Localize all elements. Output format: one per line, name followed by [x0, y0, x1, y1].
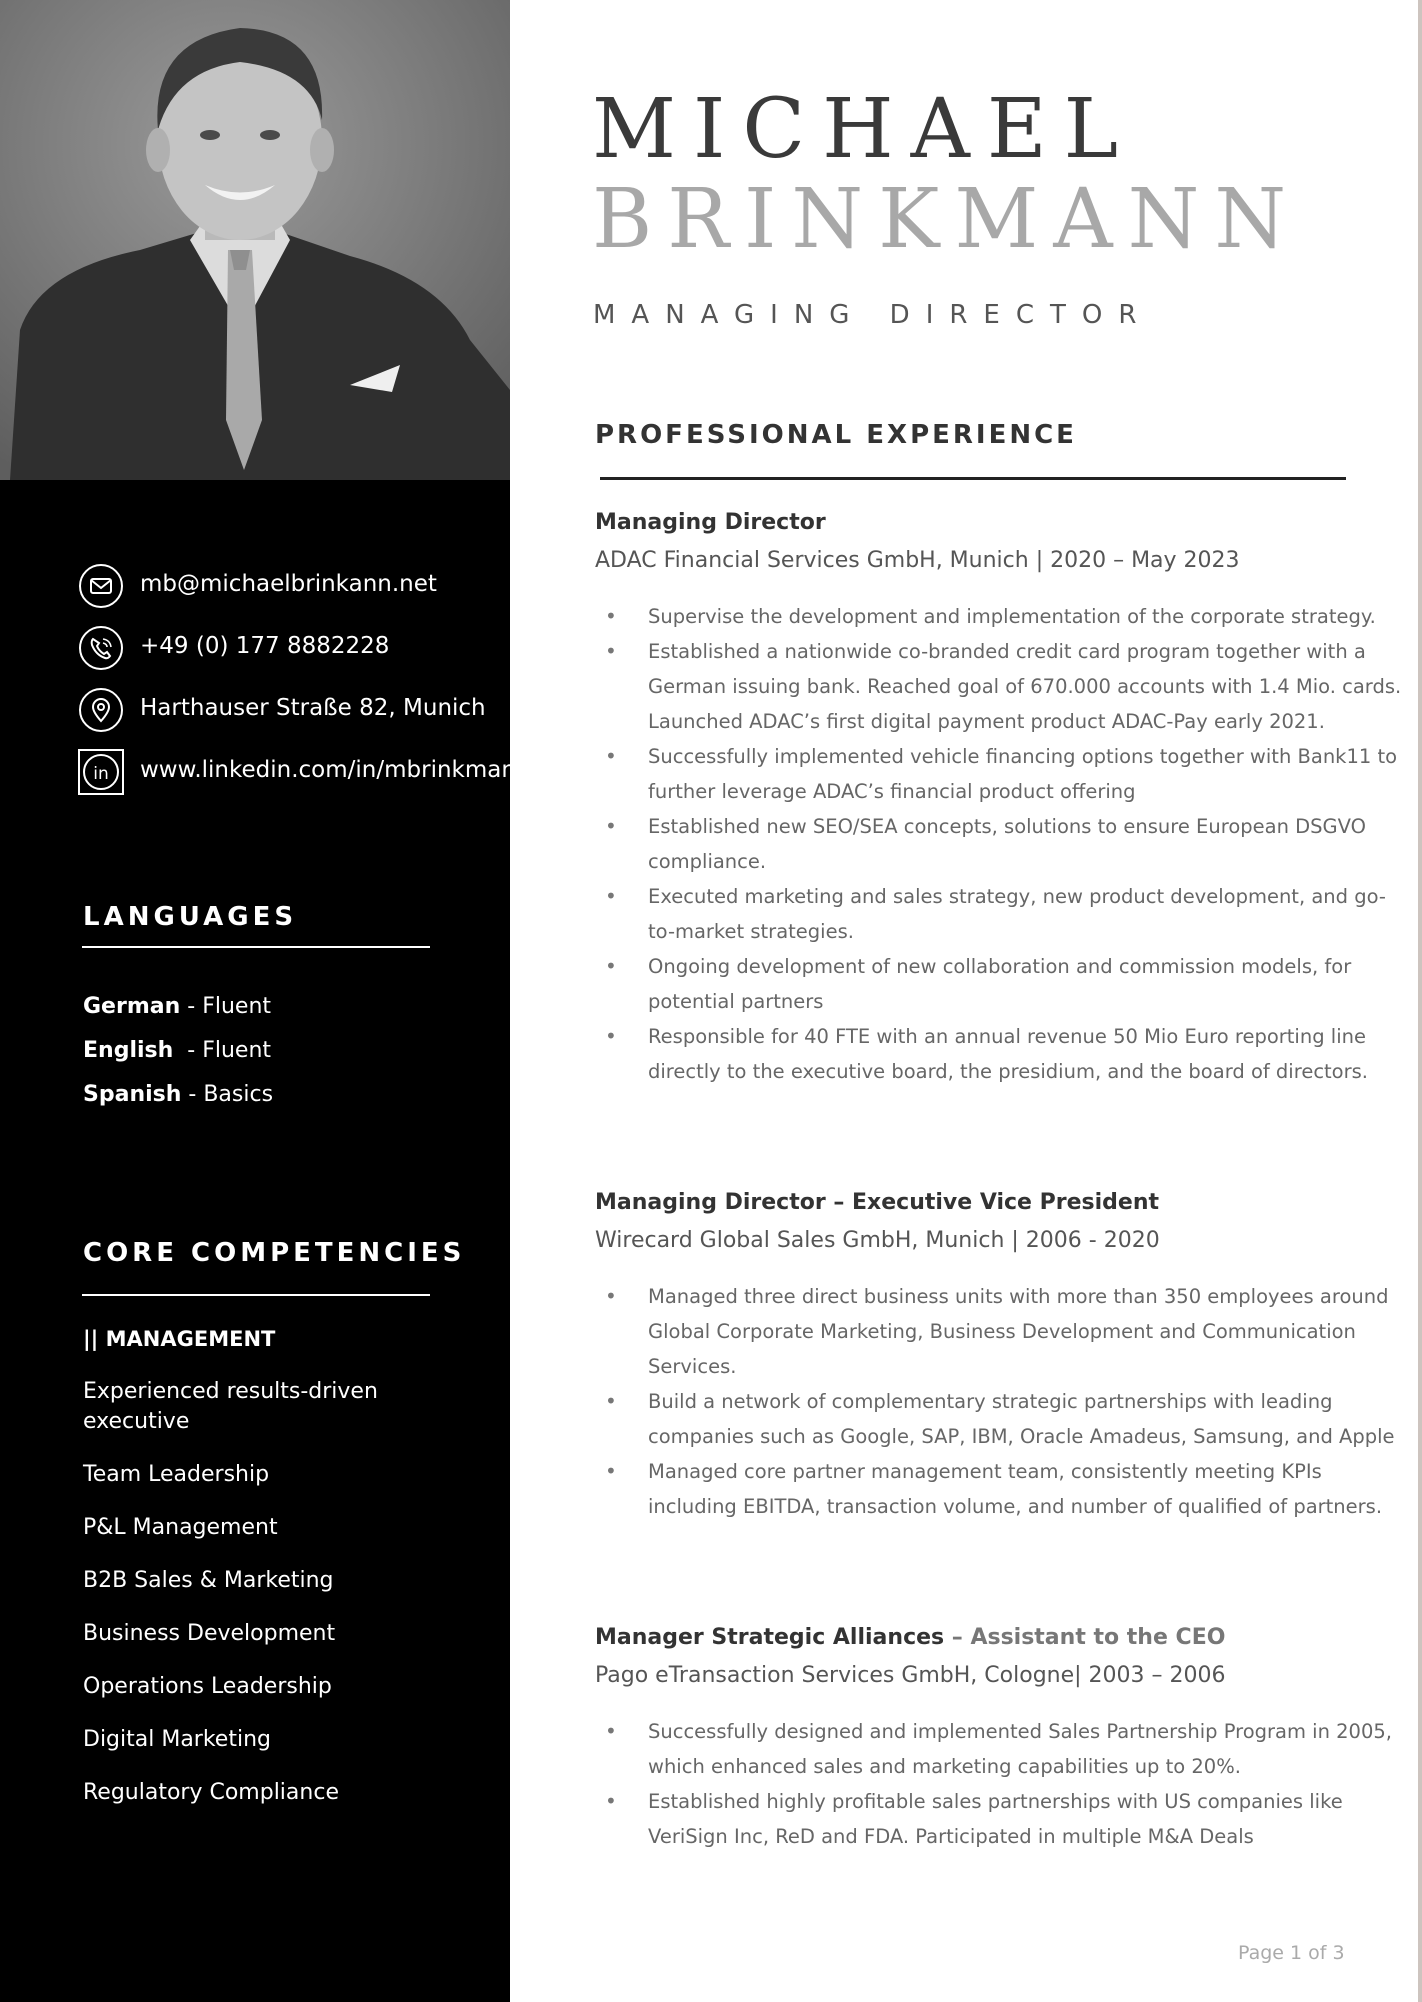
bullet-item: • Supervise the development and implementation of the corporate strategy.	[648, 599, 1408, 634]
location-pin-icon	[78, 687, 124, 733]
competencies-divider	[82, 1294, 430, 1296]
bullet-item: • Established highly profitable sales partnerships with US companies like VeriSign Inc, ReD and FDA. Participated in multiple M&A Deals	[648, 1784, 1408, 1854]
language-item: German - Fluent	[83, 994, 272, 1019]
competency-item: Regulatory Compliance	[83, 1780, 339, 1805]
address-text: Harthauser Straße 82, Munich	[140, 695, 486, 721]
competency-item: P&L Management	[83, 1515, 278, 1540]
contact-phone[interactable]	[78, 623, 518, 673]
email-text[interactable]: mb@michaelbrinkann.net	[140, 571, 437, 597]
contact-address	[78, 685, 518, 735]
job-title: Managing Director – Executive Vice President	[595, 1190, 1160, 1215]
job-title: Managing Director	[595, 510, 826, 535]
experience-heading: PROFESSIONAL EXPERIENCE	[595, 420, 1077, 450]
page-edge	[1418, 0, 1422, 2002]
linkedin-icon	[78, 749, 124, 795]
competencies-heading: CORE COMPETENCIES	[83, 1238, 466, 1268]
sidebar	[0, 0, 531, 2002]
job-title: Manager Strategic Alliances – Assistant to the CEO	[595, 1625, 1226, 1650]
job-role: MANAGING DIRECTOR	[593, 300, 1153, 330]
profile-photo	[0, 0, 510, 480]
bullet-item: • Established new SEO/SEA concepts, solutions to ensure European DSGVO compliance.	[648, 809, 1408, 879]
last-name: BRINKMANN	[592, 172, 1302, 267]
linkedin-text[interactable]: www.linkedin.com/in/mbrinkmann	[140, 757, 531, 783]
contact-linkedin[interactable]	[78, 747, 531, 797]
svg-text:in: in	[93, 764, 109, 784]
bullet-item: • Ongoing development of new collaboration and commission models, for potential partners	[648, 949, 1408, 1019]
bullet-item: • Responsible for 40 FTE with an annual revenue 50 Mio Euro reporting line directly to the executive board, the presidium, and the board of directors.	[648, 1019, 1408, 1089]
language-item: Spanish - Basics	[83, 1082, 274, 1107]
bullet-item: • Managed core partner management team, consistently meeting KPIs including EBITDA, transaction volume, and number of qualified of partners.	[648, 1454, 1408, 1524]
job-bullets	[596, 599, 1408, 1089]
job-company: Wirecard Global Sales GmbH, Munich | 2006 - 2020	[595, 1228, 1160, 1253]
contact-email[interactable]	[78, 561, 518, 611]
bullet-item: • Successfully designed and implemented Sales Partnership Program in 2005, which enhanced sales and marketing capabilities up to 20%.	[648, 1714, 1408, 1784]
competency-item: Operations Leadership	[83, 1674, 332, 1699]
competency-item: Digital Marketing	[83, 1727, 271, 1752]
experience-divider	[600, 477, 1346, 480]
envelope-icon	[78, 563, 124, 609]
bullet-item: • Executed marketing and sales strategy, new product development, and go-to-market strategies.	[648, 879, 1408, 949]
page-number: Page 1 of 3	[1238, 1942, 1345, 1964]
languages-divider	[82, 946, 430, 948]
bullet-item: • Successfully implemented vehicle financing options together with Bank11 to further leverage ADAC’s financial product offering	[648, 739, 1408, 809]
job-bullets	[596, 1714, 1408, 1854]
bullet-item: • Managed three direct business units with more than 350 employees around Global Corporate Marketing, Business Development and Communication Services.	[648, 1279, 1408, 1384]
competency-item: B2B Sales & Marketing	[83, 1568, 334, 1593]
first-name: MICHAEL	[592, 82, 1136, 177]
job-company: Pago eTransaction Services GmbH, Cologne| 2003 – 2006	[595, 1663, 1226, 1688]
phone-icon	[78, 625, 124, 671]
phone-text: +49 (0) 177 8882228	[140, 633, 390, 659]
bullet-item: • Established a nationwide co-branded credit card program together with a German issuing bank. Reached goal of 670.000 accounts with 1.4 Mio. cards. Launched ADAC’s first digital payment product ADAC-Pay early 2021.	[648, 634, 1408, 739]
job-company: ADAC Financial Services GmbH, Munich | 2020 – May 2023	[595, 548, 1240, 573]
bullet-item: • Build a network of complementary strategic partnerships with leading companies such as Google, SAP, IBM, Oracle Amadeus, Samsung, and Apple	[648, 1384, 1408, 1454]
language-item: English - Fluent	[83, 1038, 272, 1063]
competency-item: Business Development	[83, 1621, 336, 1646]
languages-heading: LANGUAGES	[83, 902, 298, 932]
competency-item: Experienced results-driven executive	[83, 1379, 378, 1434]
competency-item: Team Leadership	[83, 1462, 270, 1487]
job-bullets	[596, 1279, 1408, 1524]
competencies-subheading: || MANAGEMENT	[83, 1327, 276, 1351]
